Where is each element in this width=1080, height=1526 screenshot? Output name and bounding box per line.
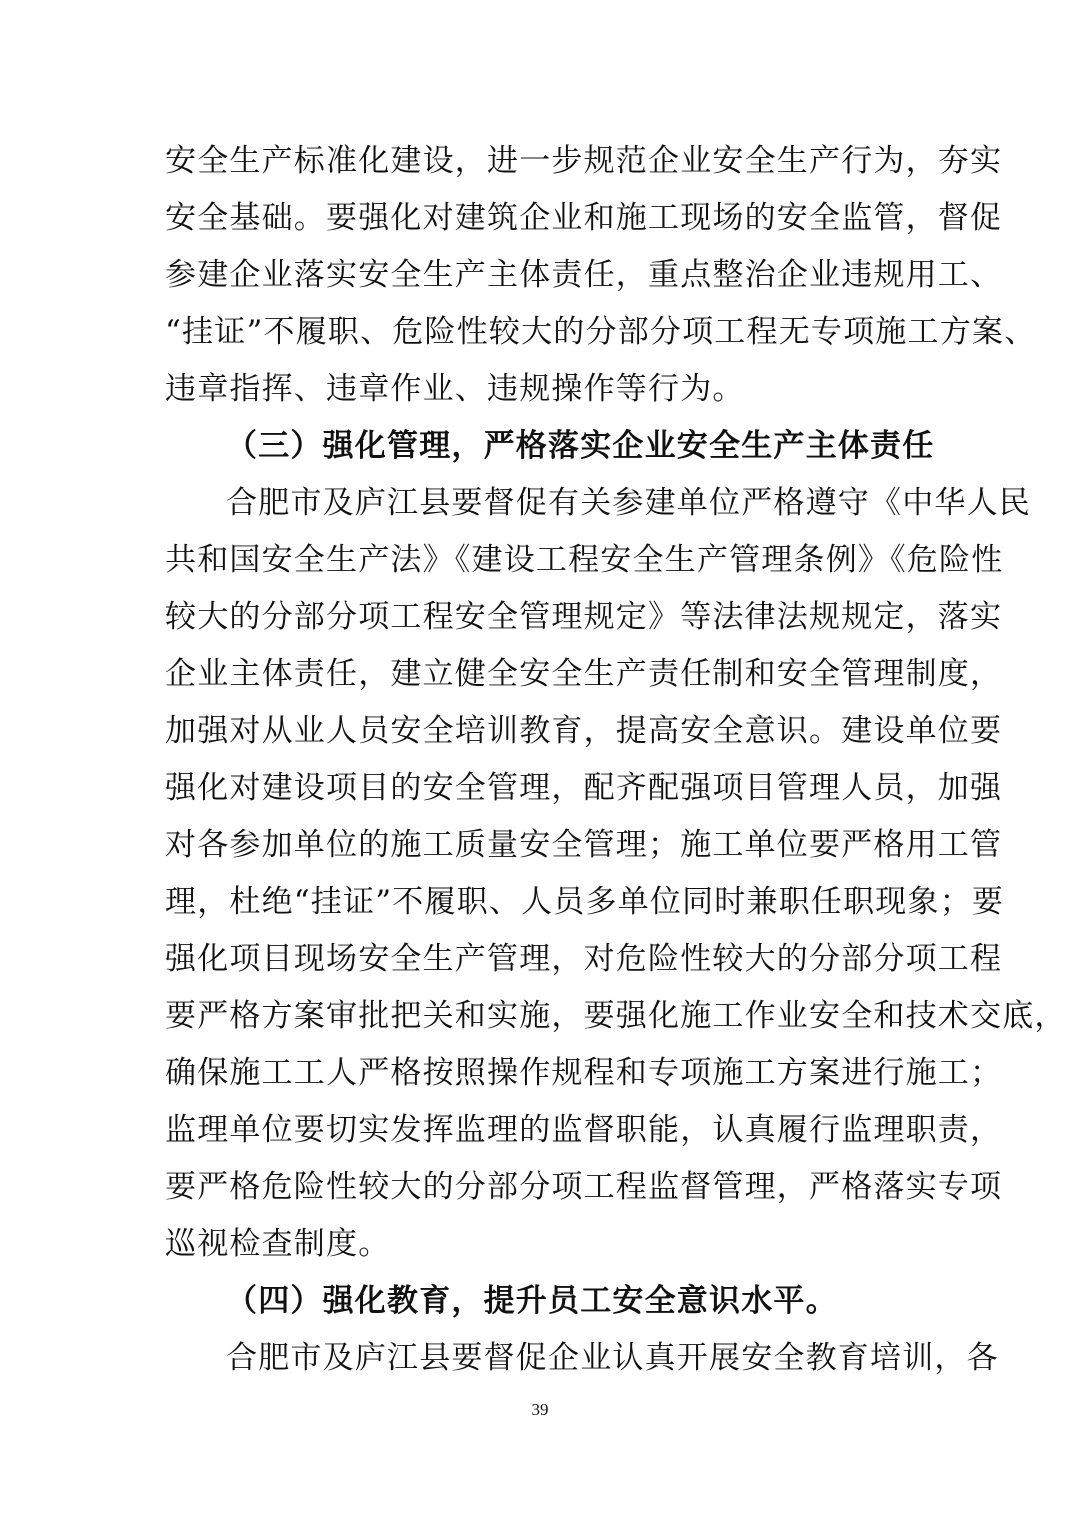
body-line: 加强对从业人员安全培训教育，提高安全意识。建设单位要 [165,713,1003,749]
body-line: 强化对建设项目的安全管理，配齐配强项目管理人员，加强 [165,770,1003,806]
body-line: 企业主体责任，建立健全安全生产责任制和安全管理制度， [165,656,1003,692]
body-line: 要严格危险性较大的分部分项工程监督管理，严格落实专项 [165,1169,1003,1205]
body-line: 要严格方案审批把关和实施，要强化施工作业安全和技术交底， [165,998,1067,1034]
body-line: 理，杜绝“挂证”不履职、人员多单位同时兼职任职现象；要 [165,884,1005,920]
body-line: 安全生产标准化建设，进一步规范企业安全生产行为，夯实 [165,143,1003,179]
body-line: 安全基础。要强化对建筑企业和施工现场的安全监管，督促 [165,200,1003,236]
body-line: 违章指挥、违章作业、违规操作等行为。 [165,371,745,407]
body-line: 合肥市及庐江县要督促企业认真开展安全教育培训，各 [226,1340,999,1376]
body-line: 监理单位要切实发挥监理的监督职能，认真履行监理职责， [165,1112,1003,1148]
body-line: 参建企业落实安全生产主体责任，重点整治企业违规用工、 [165,257,1003,293]
body-line: 对各参加单位的施工质量安全管理；施工单位要严格用工管 [165,827,1003,863]
section-heading-4: （四）强化教育，提升员工安全意识水平。 [226,1283,838,1319]
section-heading-3: （三）强化管理，严格落实企业安全生产主体责任 [226,428,935,464]
body-line: 共和国安全生产法》《建设工程安全生产管理条例》《危险性 [165,542,1004,578]
body-line: 合肥市及庐江县要督促有关参建单位严格遵守《中华人民 [226,485,1031,521]
body-line: “挂证”不履职、危险性较大的分部分项工程无专项施工方案、 [165,314,1037,350]
page-number: 39 [531,1400,549,1419]
body-line: 较大的分部分项工程安全管理规定》等法律法规规定，落实 [165,599,1003,635]
body-line: 强化项目现场安全生产管理，对危险性较大的分部分项工程 [165,941,1003,977]
body-line: 确保施工工人严格按照操作规程和专项施工方案进行施工； [165,1055,1003,1091]
body-line: 巡视检查制度。 [165,1226,391,1262]
